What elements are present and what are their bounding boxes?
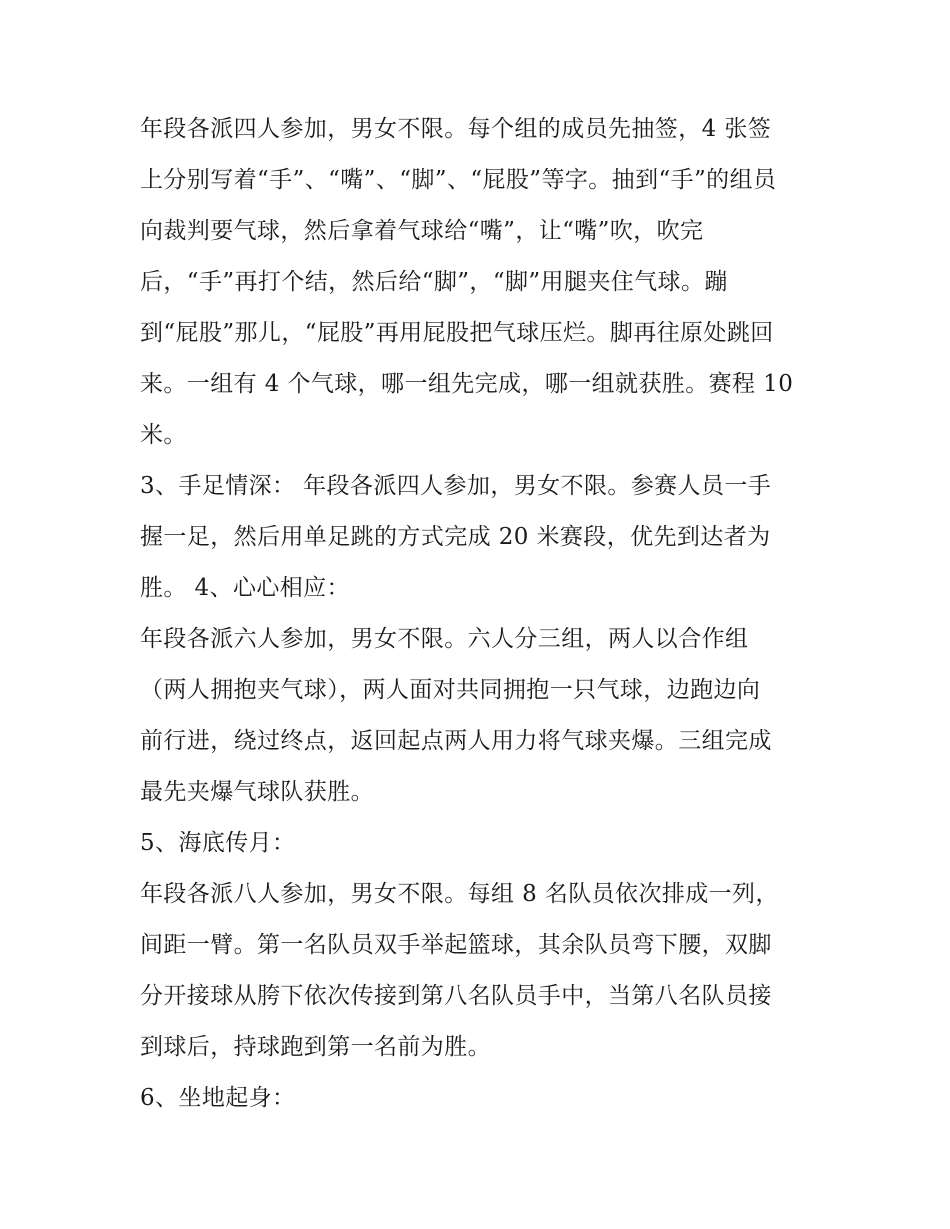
text-line: 年段各派六人参加，男女不限。六人分三组，两人以合作组 [140, 626, 749, 652]
section-heading-6: 6、坐地起身： [140, 1085, 296, 1111]
text-line: （两人拥抱夹气球），两人面对共同拥抱一只气球，边跑边向 [140, 677, 761, 703]
text-line: 年段各派八人参加，男女不限。每组 8 名队员依次排成一列， [140, 881, 779, 907]
document-body [140, 104, 830, 1124]
text-line: 后，“手”再打个结，然后给“脚”，“脚”用腿夹住气球。蹦 [140, 269, 728, 295]
text-line: 握一足，然后用单足跳的方式完成 20 米赛段，优先到达者为 [140, 524, 771, 550]
text-line: 分开接球从胯下依次传接到第八名队员手中，当第八名队员接 [140, 983, 772, 1009]
text-line: 年段各派四人参加，男女不限。每个组的成员先抽签，4 张签 [140, 116, 772, 142]
text-line: 米。 [140, 422, 187, 448]
text-line: 到“屁股”那儿，“屁股”再用屁股把气球压烂。脚再往原处跳回 [140, 320, 774, 346]
text-line: 间距一臂。第一名队员双手举起篮球，其余队员弯下腰，双脚 [140, 932, 772, 958]
section-heading-3: 3、手足情深： 年段各派四人参加，男女不限。参赛人员一手 [140, 473, 772, 499]
text-line: 到球后，持球跑到第一名前为胜。 [140, 1034, 491, 1060]
text-line: 来。一组有 4 个气球，哪一组先完成，哪一组就获胜。赛程 10 [140, 371, 794, 397]
text-line: 向裁判要气球，然后拿着气球给“嘴”，让“嘴”吹，吹完 [140, 218, 704, 244]
text-line: 最先夹爆气球队获胜。 [140, 779, 374, 805]
text-line: 前行进，绕过终点，返回起点两人用力将气球夹爆。三组完成 [140, 728, 772, 754]
section-heading-4: 胜。 4、心心相应： [140, 575, 350, 601]
text-line: 上分别写着“手”、“嘴”、“脚”、“屁股”等字。抽到“手”的组员 [140, 167, 777, 193]
section-heading-5: 5、海底传月： [140, 830, 296, 856]
